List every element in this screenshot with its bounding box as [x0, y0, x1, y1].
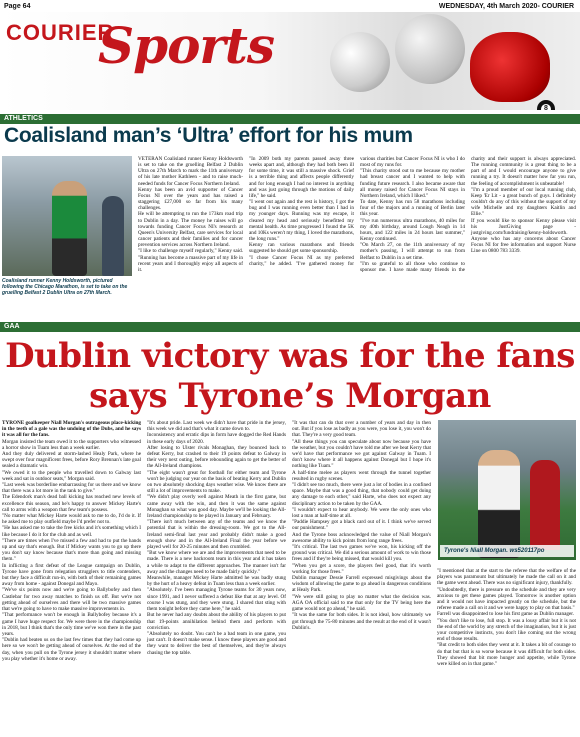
article2-paragraph: "All these things you can speculate about now because you have the weather, but you couldn't have told me after we beat Kerry that we'd have that performance we got against Galway in Tuam. I don't know where it all happens against Donegal but I hope it's nothing like Tuam."	[292, 438, 431, 470]
page-number: Page 64	[4, 3, 31, 10]
section-bar-gaa: GAA	[0, 322, 580, 332]
article2-paragraph: Inconsistency and erratic dips in form have dogged the Red Hands in these early days of 2020.	[147, 432, 286, 445]
article2-paragraph: "We've six points now and we're going to Ballybofey and then Castlebar for two away matches to finish us off. But we're not getting ahead of ourselves and there will be two massive games that we're going to have to make massive improvements in.	[2, 587, 141, 613]
article2-headline: Dublin victory was for the fans says Tyrone’s Morgan	[5, 336, 575, 416]
article2-paragraph: "But credit to both sides they went at it. It takes a bit of courage to do that but that is so worse because it was difficult for both sides. They showed that bit more hunger and appetite, while Tyrone were killed on in that game."	[437, 642, 576, 668]
article2-paragraph: In inflicting a first defeat of the League campaign on Dublin, Tyrone have gone from relegation strugglers to title contenders, but they face a difficult run-in, with both of their remaining games away from home - against Donegal and Mayo.	[2, 562, 141, 588]
article2-paragraph: "Last week was borderline embarrassing for us there and we know that there was a lot more in the tank to give."	[2, 482, 141, 495]
article2-paragraph: "There are times when I've missed a few and had to put the hands up and say that's enough. But if Mickey wants you to go up there you don't say know because that's more than going and missing them."	[2, 537, 141, 563]
article2-paragraph: Farrell was disappointed to lose his first game as Dublin manager.	[437, 611, 575, 618]
article2-paragraph: "We were still going to play no matter what the decision was. AGA OA official said to me that only for the TV being here the game would not go ahead," he said.	[292, 593, 431, 613]
article1-paragraph: "In 2009 both my parents passed away three weeks apart and, although they had both been ill for some time, it was still a massive shock. Grief is a terrible thing and affects people differently and for long enough I had no interest in anything and was just going through the motions of daily life," he said.	[249, 156, 354, 199]
article1-paragraph: Kenny ran various marathons and friends suggested he should get some sponsorship.	[249, 242, 354, 255]
article2-paragraph: "We didn't play overly well against Meath in the first game, but came away with the win, and then it was the same against Monaghan so what was good day. Maybe we'll be looking the All-Ireland championship to be played in January and February.	[147, 494, 286, 520]
football-icon	[395, 14, 465, 84]
article1-paragraph: If you would like to sponsor Kenny please visit his JustGiving page - justgiving.com/fundraising/kenny-holdsworth.	[471, 217, 576, 236]
section-bar-athletics: ATHLETICS	[0, 114, 580, 124]
article2-paragraph: "Dublin had beaten us on the last few times that they had come up here so we won't be getting ahead of ourselves. At the end of the day, when you pull on the Tyrone jersey it shouldn't matter where you play whether it's home or away.	[2, 637, 141, 662]
article2-paragraph: After losing to Ulster rivals Monaghan, they bounced back to defeat Kerry, but crashed to their 19 points defeat to Galway in their very next outing, before rebounding again to get the better of the All-Ireland champions.	[147, 444, 286, 470]
article2-paragraph: A half-time melee as players went through the tunnel together resulted in rugby scenes.	[292, 469, 431, 482]
article2-paragraph: Morgan insisted the team owed it to the supporters who witnessed a horror show in Tuam less than a week earlier.	[2, 438, 141, 451]
article2-paragraph: "I mentioned that at the start to the referee that the welfare of the players was paramount but ultimately he made the call on it and the game went ahead. There was no significant injury, thankfully.	[437, 568, 576, 587]
article2-photo	[438, 420, 576, 560]
article2-paragraph: "I wouldn't expect to hear anybody. We were the only ones who lost a man at half-time at all.	[292, 506, 431, 520]
article2-photo-caption: Tyrone's Niall Morgan. ws520117po	[440, 545, 574, 557]
article1-paragraph: Anyone who has any concerns about Cancer Focus NI for free information and support Nurse Line on 0800 783 3339.	[471, 236, 576, 255]
article2-paragraph: "It's about pride. Last week we didn't have that pride in the jersey, this week we did and that's what it came down to.	[147, 420, 286, 433]
section-title: Sports	[98, 16, 275, 75]
article2-paragraph: "No matter what Mickey Harte would ask to me to do, I'd do it. If he asked me to play outfield maybe I'd prefer not to.	[2, 513, 141, 526]
article2-paragraph: But he never had any doubts about the ability of his players to put that 19-points annihilation behind them and perform with conviction.	[147, 612, 286, 631]
article2-paragraph: "Absolutely. I've been managing Tyrone teams for 30 years now, since 1991, and I never suffered a defeat like that at any level. Of course I was stung, and they were stung. I shared that sting with them tonight before they came here," he said.	[147, 587, 286, 613]
article1-paragraph: "I've run numerous ultra marathons, 40 miles for my 40th birthday, around Lough Neagh in 14 hours, and 122 miles in 24 hours last summer," Kenny continued.	[360, 217, 465, 243]
article2-paragraph: TYRONE goalkeeper Niall Morgan's outrageous place-kicking in the teeth of a gale was the undoing of the Dubs, and he says it was all for the fans.	[2, 420, 141, 439]
golf-ball-icon	[330, 32, 390, 92]
article2-paragraph: "But we know where we are and the improvements that need to be made. There is a new backroom team in this year and it has taken a while to adapt to the different approaches. The manner isn't far away and the changes need to be made fairly quickly."	[147, 550, 286, 575]
article2-paragraph: The Edendork man's dead ball kicking has reached new levels of excellence this season, and he's happy to answer Mickey Harte's call to arms with a weapon that few team's possess.	[2, 494, 141, 513]
article2-paragraph: Dublin manager Dessie Farrell expressed misgivings about the wisdom of allowing the game to go ahead in dangerous conditions at Healy Park.	[292, 575, 431, 594]
article1-paragraph: He will be attempting to run the 173km road trip to Dublin in a day. The money he raises will go towards funding Cancer Focus NI's research at Queen's University Belfast, care services for local cancer patients and their families and for cancer prevention services across Northern Ireland.	[138, 211, 243, 249]
article2-paragraph: "I didn't see too much, there were just a lot of bodies in a confined space. Maybe that was a good thing, that nobody could get doing any damage to each other," said Harte, who does not expect any disciplinary action to be taken by the GAA.	[292, 482, 431, 507]
article2-paragraph: Meanwhile, manager Mickey Harte admitted he was badly stung by the hurt of a heavy defeat in Tuam less than a week earlier.	[147, 575, 286, 588]
article2-paragraph: And the Tyrone boss acknowledged the value of Niall Morgan's awesome ability to kick points from long range frees.	[292, 531, 431, 544]
article2-paragraph: "There isn't much between any of the teams and we know the potential that is within the dressing-room. We got to the All-Ireland semi-final last year and probably didn't make a good enough show and in the All-Ireland Final the year before we played well for 20-25 minutes and then crumbled.	[147, 519, 286, 551]
article2-paragraph: "It's critical. The last two games we've won, his kicking off the ground was critical. We did a serious amount of work to win those frees and if they're being missed, that would kill you.	[292, 544, 431, 563]
article1-headline: Coalisland man’s ‘Ultra’ effort for his mum	[4, 124, 413, 147]
eight-ball-icon	[537, 100, 555, 110]
sports-masthead	[0, 12, 580, 110]
issue-date: WEDNESDAY, 4th March 2020- COURIER	[438, 3, 574, 10]
article1-photo	[2, 156, 132, 276]
article1-photo-caption: Coalisland runner Kenny Holdsworth, pictured following the Chicago Marathon, is set to take on the gruelling Belfast 2 Dublin Ultra on 27th March.	[2, 278, 128, 296]
article2-paragraph: "It was that can do that over a number of years and day in then out. But if you lose as badly as you were, you lose it, you won't do that. They're a very good team.	[292, 420, 431, 439]
article2-paragraph: "The eight wasn't great for football for either team and Tyrone won't be judging our year on the basis of beating Kerry and Dublin on two absolutely shocking days weather wise. We know there are still a lot of improvements to make.	[147, 469, 286, 495]
article1-paragraph: "This charity stood out to me because my mother had breast cancer and I wanted to help with funding future research. I also became aware that all money raised for Cancer Focus NI stays in Northern Ireland, which I liked."	[360, 168, 465, 199]
article2-paragraph: "Absolutely no doubt. You can't be a bad team in one game, you just can't. It doesn't make sense. I know these players are good and they want to deliver the best of themselves, and they're always chasing the top table.	[147, 630, 286, 656]
article1-paragraph: VETERAN Coalisland runner Kenny Holdsworth is set to take on the gruelling Belfast 2 Dublin Ultra on 27th March to mark the 11th anniversary of his late mother Kathleen - and to raise much-needed funds for Cancer Focus Northern Ireland.	[138, 156, 243, 187]
article2-paragraph: "We owed it to the people who travelled down to Galway last week and sat in outdoor seats," Morgan said.	[2, 469, 141, 482]
goalkeeper-figure	[478, 450, 520, 558]
article2-paragraph: "Paddie Hampsey got a black card out of it. I think we've served our punishment."	[292, 519, 431, 532]
article2-paragraph: "That performance won't be enough in Ballybofey because it's a game I have huge respect for. We were there in the championship in 2018, but I think that's the only time we've won there in the past years.	[2, 612, 141, 637]
runner-figure	[52, 181, 87, 276]
article1-paragraph: "I went out again and the rest is history, I got the bug and I was running even better than I had in my younger days. Running was my escape, it cleared my head and seriously benefitted my mental health. As time progressed I found the 5K and 10Ks weren't my thing, I loved the marathons, the long runs."	[249, 199, 354, 243]
article2-paragraph: "You don't like to lose, full stop. It was a lousy affair but it is not the end of the world by any stretch of the imagination, but it is just your competitive instincts, you don't like coming out the wrong end of those results.	[437, 617, 576, 643]
brand-name: COURIER	[6, 20, 115, 45]
boxing-glove-icon	[470, 32, 550, 102]
article1-paragraph: To date, Kenny has run 58 marathons including four of the majors and a running of Berlin later this year.	[360, 199, 465, 218]
article1-paragraph: Kenny has been an avid supporter of Cancer Focus NI over the years and has raised a staggering £27,000 so far from his many challenges.	[138, 186, 243, 212]
article1-body	[138, 156, 576, 318]
article2-paragraph: And they duly delivered at storm-lashed Healy Park, where he swept over four magnificent frees, before Rory Brennan's late goal sealed a dramatic win.	[2, 451, 141, 470]
article2-paragraph: "When you get a score, the players feel good, that it's worth working for those frees."	[292, 562, 431, 575]
article1-paragraph: "I'm so grateful to all those who continue to sponsor me. I have made many friends in the charity and their support is always appreciated. The running community is a great thing to be a part of and I would encourage anyone to give running a try. It doesn't matter how far you run, the feeling of accomplishment is unbeatable!	[360, 156, 576, 273]
article2-paragraph: "It was the same for both sides. It is not ideal, how ultimately we got through the 75-80 minutes and the result at the end of it wasn't Dublin's.	[292, 612, 431, 631]
article1-paragraph: "On March 27, on the 11th anniversary of my mother's passing, I will attempt to run from Belfast to Dublin in a set time.	[360, 242, 465, 261]
eight-ball-number: 8	[541, 104, 551, 110]
article1-paragraph: "I like to challenge myself regularly," Kenny said. "Running has become a massive part of my life in recent years and I thoroughly enjoy all aspects of it.	[138, 248, 243, 273]
article1-paragraph: "I chose Cancer Focus NI as my preferred charity," he added. "I've gathered money for various charities but Cancer Focus NI is who I do most of my runs for.	[249, 156, 465, 267]
article1-paragraph: "I'm a proud member of our local running club, Keep 'Er Lit - a great bunch of guys. I definitely couldn't do any of this without the support of my wife Michelle and my daughters Kaitlin and Ellie."	[471, 186, 576, 218]
background-player-figure	[530, 460, 560, 550]
article2-paragraph: "Undoubtedly, there is pressure on the schedule and they are very anxious to get these games played. Tomorrow is another option and it would not have impacted greatly on the schedule, but the referee made a call on it and we were happy to play on that basis."	[437, 586, 576, 612]
background-figure	[102, 196, 124, 276]
article2-paragraph: "He has asked me to take the free kicks and it's something which I like because I do it for the club and as well.	[2, 525, 141, 538]
